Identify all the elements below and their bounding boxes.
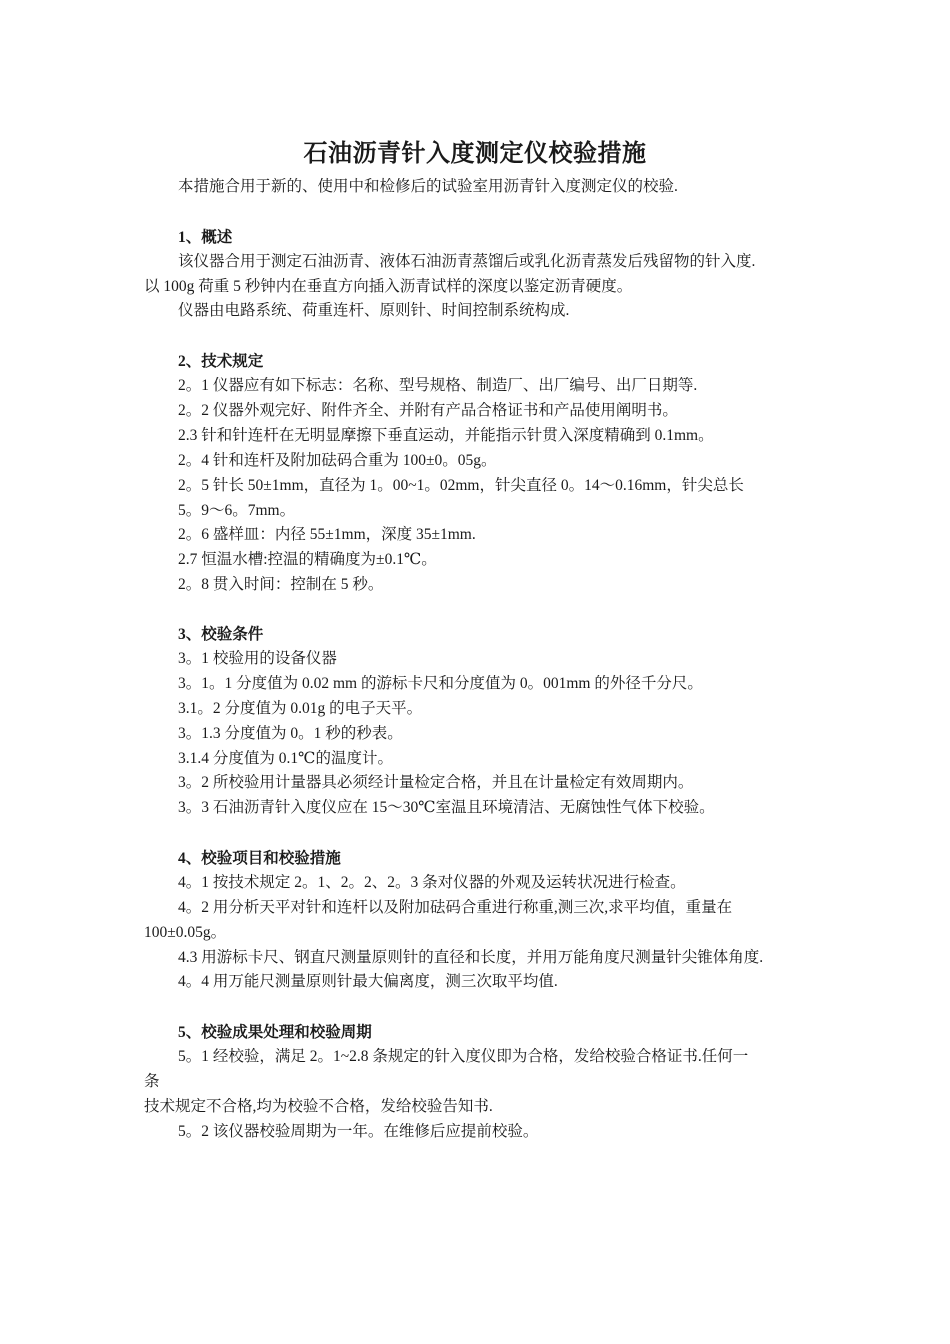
section-3-item: 3。3 石油沥青针入度仪应在 15～30℃室温且环境清洁、无腐蚀性气体下校验。 — [178, 799, 715, 816]
section-3-item: 3.1.4 分度值为 0.1℃的温度计。 — [178, 750, 393, 767]
section-1-text: 仪器由电路系统、荷重连杆、原则针、时间控制系统构成. — [178, 302, 570, 319]
section-5-heading: 5、校验成果处理和校验周期 — [178, 1024, 372, 1041]
section-5-item: 技术规定不合格,均为校验不合格，发给校验告知书. — [144, 1098, 493, 1115]
section-5-item: 5。1 经校验，满足 2。1~2.8 条规定的针入度仪即为合格，发给校验合格证书.任何一 — [178, 1048, 749, 1065]
section-3-item: 3。1.3 分度值为 0。1 秒的秒表。 — [178, 725, 403, 742]
section-2-item: 2。2 仪器外观完好、附件齐全、并附有产品合格证书和产品使用阐明书。 — [178, 402, 678, 419]
section-2-item: 2。1 仪器应有如下标志：名称、型号规格、制造厂、出厂编号、出厂日期等. — [178, 377, 698, 394]
section-3-heading: 3、校验条件 — [178, 626, 264, 643]
section-1-text: 该仪器合用于测定石油沥青、液体石油沥青蒸馏后或乳化沥青蒸发后残留物的针入度. — [178, 253, 756, 270]
section-2-item: 2。6 盛样皿：内径 55±1mm，深度 35±1mm. — [178, 526, 476, 543]
section-2-item: 5。9～6。7mm。 — [178, 502, 296, 519]
section-2-item: 2。5 针长 50±1mm，直径为 1。00~1。02mm，针尖直径 0。14～0.16mm，针尖总长 — [178, 477, 744, 494]
section-3-item: 3。1 校验用的设备仪器 — [178, 650, 337, 667]
document-title: 石油沥青针入度测定仪校验措施 — [303, 141, 647, 167]
section-1-heading: 1、概述 — [178, 229, 233, 246]
section-2-item: 2。8 贯入时间：控制在 5 秒。 — [178, 576, 384, 593]
section-4-item: 100±0.05g。 — [144, 924, 227, 941]
section-3-item: 3.1。2 分度值为 0.01g 的电子天平。 — [178, 700, 423, 717]
intro-paragraph: 本措施合用于新的、使用中和检修后的试验室用沥青针入度测定仪的校验. — [178, 178, 678, 195]
section-5-item: 5。2 该仪器校验周期为一年。在维修后应提前校验。 — [178, 1123, 539, 1140]
section-5-item: 条 — [144, 1073, 160, 1090]
section-2-item: 2.7 恒温水槽:控温的精确度为±0.1℃。 — [178, 551, 437, 568]
section-3-item: 3。2 所校验用计量器具必须经计量检定合格，并且在计量检定有效周期内。 — [178, 774, 694, 791]
section-3-item: 3。1。1 分度值为 0.02 mm 的游标卡尺和分度值为 0。001mm 的外径千分尺。 — [178, 675, 703, 692]
section-2-item: 2。4 针和连杆及附加砝码合重为 100±0。05g。 — [178, 452, 497, 469]
section-4-item: 4。2 用分析天平对针和连杆以及附加砝码合重进行称重,测三次,求平均值，重量在 — [178, 899, 733, 916]
section-4-item: 4。1 按技术规定 2。1、2。2、2。3 条对仪器的外观及运转状况进行检查。 — [178, 874, 686, 891]
section-4-item: 4.3 用游标卡尺、钢直尺测量原则针的直径和长度，并用万能角度尺测量针尖锥体角度. — [178, 949, 764, 966]
section-4-item: 4。4 用万能尺测量原则针最大偏离度，测三次取平均值. — [178, 973, 558, 990]
section-4-heading: 4、校验项目和校验措施 — [178, 850, 341, 867]
section-2-heading: 2、技术规定 — [178, 353, 264, 370]
section-1-text: 以 100g 荷重 5 秒钟内在垂直方向插入沥青试样的深度以鉴定沥青硬度。 — [144, 278, 633, 295]
section-2-item: 2.3 针和针连杆在无明显摩擦下垂直运动，并能指示针贯入深度精确到 0.1mm。 — [178, 427, 714, 444]
